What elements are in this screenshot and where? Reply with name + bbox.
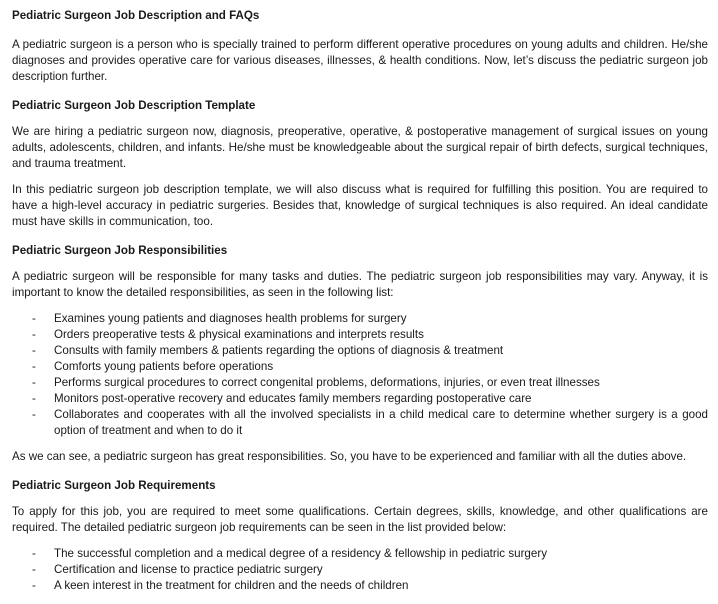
list-item: - Examines young patients and diagnoses health problems for surgery bbox=[12, 311, 708, 327]
template-heading: Pediatric Surgeon Job Description Template bbox=[12, 99, 256, 112]
template-paragraph-2: In this pediatric surgeon job description template, we will also discuss what is required for fulfilling this position. You are required to have a high-level accuracy in pediatric surgeries. Besides that, knowledge of surgical techniques is also required. An ideal candidate must have skills in communication, too. bbox=[12, 183, 708, 228]
list-item: - The successful completion and a medical degree of a residency & fellowship in pediatric surgery bbox=[12, 546, 708, 562]
responsibilities-intro: A pediatric surgeon will be responsible for many tasks and duties. The pediatric surgeon job responsibilities may vary. Anyway, it is important to know the detailed responsibilities, as seen in the following list: bbox=[12, 270, 708, 299]
list-item: - A keen interest in the treatment for children and the needs of children bbox=[12, 578, 708, 594]
document-title: Pediatric Surgeon Job Description and FAQs bbox=[12, 9, 260, 22]
list-item: - Orders preoperative tests & physical examinations and interprets results bbox=[12, 327, 708, 343]
list-item: - Comforts young patients before operations bbox=[12, 359, 708, 375]
responsibilities-outro: As we can see, a pediatric surgeon has great responsibilities. So, you have to be experienced and familiar with all the duties above. bbox=[12, 450, 687, 463]
requirements-heading: Pediatric Surgeon Job Requirements bbox=[12, 479, 216, 492]
template-paragraph-1: We are hiring a pediatric surgeon now, diagnosis, preoperative, operative, & postoperative management of surgical issues on young adults, adolescents, children, and infants. He/she must be knowledgeable about the surgical repair of birth defects, surgical techniques, and trauma treatment. bbox=[12, 125, 708, 170]
requirements-list bbox=[12, 546, 708, 594]
list-item: - Monitors post-operative recovery and educates family members regarding postoperative care bbox=[12, 391, 708, 407]
intro-paragraph: A pediatric surgeon is a person who is specially trained to perform different operative procedures on young adults and children. He/she diagnoses and provides operative care for various diseases, illnesses, & health conditions. Now, let’s discuss the pediatric surgeon job description further. bbox=[12, 38, 708, 83]
responsibilities-list bbox=[12, 311, 708, 439]
list-item: - Certification and license to practice pediatric surgery bbox=[12, 562, 708, 578]
responsibilities-heading: Pediatric Surgeon Job Responsibilities bbox=[12, 244, 228, 257]
list-item: - Consults with family members & patients regarding the options of diagnosis & treatment bbox=[12, 343, 708, 359]
requirements-intro: To apply for this job, you are required to meet some qualifications. Certain degrees, skills, knowledge, and other qualifications are required. The detailed pediatric surgeon job requirements can be seen in the list provided below: bbox=[12, 505, 708, 534]
list-item: - Performs surgical procedures to correct congenital problems, deformations, injuries, or even treat illnesses bbox=[12, 375, 708, 391]
list-item: - Collaborates and cooperates with all the involved specialists in a child medical care to determine whether surgery is a good option of treatment and when to do it bbox=[12, 407, 708, 439]
